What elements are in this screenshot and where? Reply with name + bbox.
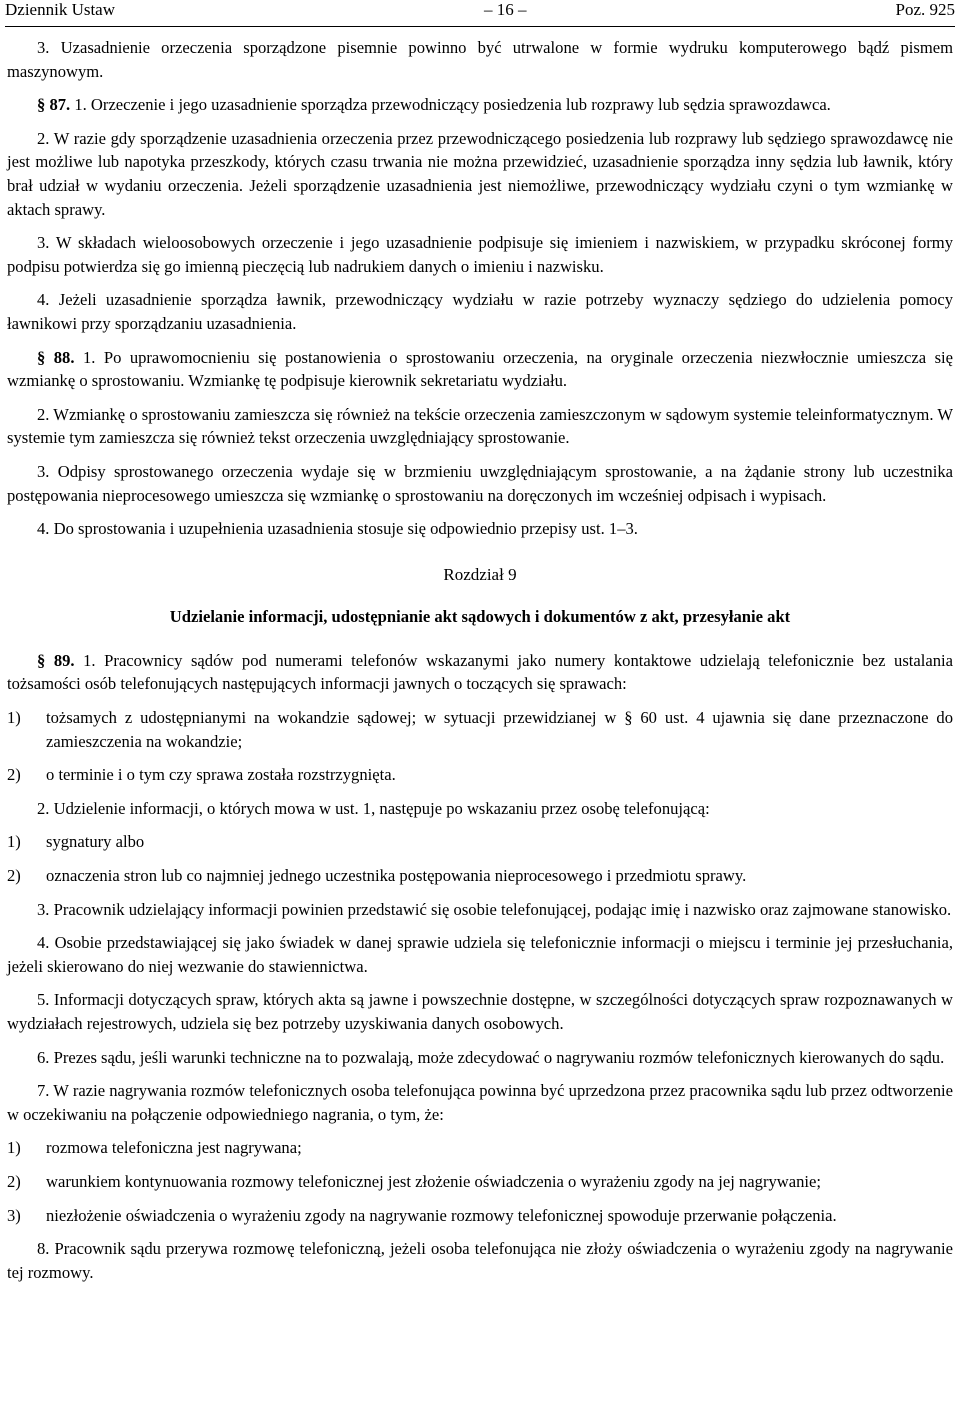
paragraph bbox=[7, 93, 953, 117]
header-divider bbox=[5, 26, 955, 27]
list-item bbox=[7, 830, 953, 854]
paragraph-text: 6. Prezes sądu, jeśli warunki techniczne na to pozwalają, może zdecydować o nagrywaniu rozmów telefonicznych kierowanych do sądu. bbox=[37, 1047, 945, 1067]
paragraph-text: 5. Informacji dotyczących spraw, których akta są jawne i powszechnie dostępne, w szczególności dotyczących spraw rozpoznawanych w wydziałach rejestrowych, udziela się bez potrzeby uzyskiwania danych osobowych. bbox=[7, 990, 953, 1033]
paragraph-text: 3. Uzasadnienie orzeczenia sporządzone pisemnie powinno być utrwalone w formie wydruku komputerowego bądź pismem maszynowym. bbox=[7, 38, 953, 81]
list-item-text: o terminie i o tym czy sprawa została rozstrzygnięta. bbox=[46, 765, 396, 785]
paragraph-text: 4. Osobie przedstawiającej się jako świadek w danej sprawie udziela się telefonicznie informacji o miejscu i terminie jej przesłuchania, jeżeli skierowano do niej wezwanie do stawiennictwa. bbox=[7, 933, 953, 976]
paragraph bbox=[7, 36, 953, 83]
list-item-number: 1) bbox=[7, 1138, 21, 1158]
list-item-text: niezłożenie oświadczenia o wyrażeniu zgody na nagrywanie rozmowy telefonicznej spowoduje przerwanie połączenia. bbox=[46, 1205, 837, 1225]
list-item bbox=[7, 1170, 953, 1194]
paragraph-text: 4. Do sprostowania i uzupełnienia uzasadnienia stosuje się odpowiednio przepisy ust. 1–3. bbox=[37, 519, 638, 539]
paragraph bbox=[7, 346, 953, 393]
paragraph bbox=[7, 988, 953, 1035]
list-item bbox=[7, 763, 953, 787]
list-item-text: tożsamych z udostępnianymi na wokandzie sądowej; w sytuacji przewidzianej w § 60 ust. 4 ujawnia się dane przeznaczone do zamieszczenia na wokandzie; bbox=[46, 708, 953, 751]
list-item bbox=[7, 864, 953, 888]
list-item-text: warunkiem kontynuowania rozmowy telefonicznej jest złożenie oświadczenia o wyrażeniu zgody na jej nagrywanie; bbox=[46, 1171, 822, 1191]
paragraph-text: 7. W razie nagrywania rozmów telefonicznych osoba telefonująca powinna być uprzedzona przez pracownika sądu lub przez odtworzenie w oczekiwaniu na połączenie odpowiedniego nagrania, o tym, że: bbox=[7, 1081, 953, 1124]
list-item-text: oznaczenia stron lub co najmniej jednego uczestnika postępowania nieprocesowego i przedmiotu sprawy. bbox=[46, 866, 747, 886]
list-item-number: 2) bbox=[7, 765, 21, 785]
document-body bbox=[7, 36, 953, 1294]
list-item bbox=[7, 706, 953, 753]
paragraph bbox=[7, 931, 953, 978]
paragraph bbox=[7, 517, 953, 541]
chapter-heading: Rozdział 9 bbox=[443, 564, 517, 584]
paragraph-text: 3. Odpisy sprostowanego orzeczenia wydaje się w brzmieniu uwzględniającym sprostowanie, a na żądanie strony lub uczestnika postępowania nieprocesowego umieszcza się wzmiankę o sprostowaniu na doręczonych im wcześniej odpisach i wypisach. bbox=[7, 461, 953, 505]
list-item bbox=[7, 1136, 953, 1160]
list-item-text: rozmowa telefoniczna jest nagrywana; bbox=[46, 1138, 302, 1158]
list-item-number: 1) bbox=[7, 708, 21, 728]
list-item-number: 1) bbox=[7, 832, 21, 852]
journal-name: Dziennik Ustaw bbox=[5, 0, 116, 20]
page-number: – 16 – bbox=[484, 0, 527, 20]
paragraph-text: 4. Jeżeli uzasadnienie sporządza ławnik, przewodniczący wydziału w razie potrzeby wyznaczy sędziego do udzielenia pomocy ławnikowi przy sporządzaniu uzasadnienia. bbox=[7, 290, 953, 333]
paragraph-text: 2. Wzmiankę o sprostowaniu zamieszcza się również na tekście orzeczenia zamieszczonym w sądowym systemie teleinformatycznym. W systemie tym zamieszcza się również tekst orzeczenia uwzględniający sprostowanie. bbox=[7, 404, 953, 448]
section-number: § 88. bbox=[37, 347, 75, 367]
section-number: § 89. bbox=[37, 650, 75, 670]
paragraph bbox=[7, 1079, 953, 1126]
paragraph bbox=[7, 460, 953, 507]
list-item bbox=[7, 1204, 953, 1228]
paragraph-text: 2. Udzielenie informacji, o których mowa w ust. 1, następuje po wskazaniu przez osobę telefonującą: bbox=[37, 798, 710, 818]
paragraph bbox=[7, 127, 953, 221]
paragraph bbox=[7, 231, 953, 278]
paragraph bbox=[7, 403, 953, 450]
paragraph-text: 3. W składach wieloosobowych orzeczenie i jego uzasadnienie podpisuje się imieniem i nazwiskiem, w przypadku skróconej formy podpisu potwierdza się go imienną pieczęcią lub nadrukiem danych o imieniu i nazwisku. bbox=[7, 233, 953, 276]
paragraph-text: 1. Pracownicy sądów pod numerami telefonów wskazanymi jako numery kontaktowe udzielają telefonicznie bez ustalania tożsamości osób telefonujących następujących informacji jawnych o toczących się sprawach: bbox=[7, 650, 953, 694]
list-item-number: 2) bbox=[7, 1171, 21, 1191]
section-number: § 87. bbox=[37, 95, 71, 115]
position-number: Poz. 925 bbox=[895, 0, 955, 20]
paragraph bbox=[7, 288, 953, 335]
list-item-text: sygnatury albo bbox=[46, 832, 145, 852]
page-header bbox=[5, 0, 955, 22]
list-item-number: 3) bbox=[7, 1205, 21, 1225]
paragraph-text: 1. Po uprawomocnieniu się postanowienia o sprostowaniu orzeczenia, na oryginale orzeczenia niezwłocznie umieszcza się wzmiankę o sprostowaniu. Wzmiankę tę podpisuje kierownik sekretariatu wydziału. bbox=[7, 347, 954, 391]
paragraph bbox=[7, 898, 953, 922]
paragraph bbox=[7, 1237, 953, 1284]
paragraph-text: 8. Pracownik sądu przerywa rozmowę telefoniczną, jeżeli osoba telefonująca nie złoży oświadczenia o wyrażeniu zgody na nagrywanie tej rozmowy. bbox=[7, 1239, 953, 1282]
paragraph-text: 1. Orzeczenie i jego uzasadnienie sporządza przewodniczący posiedzenia lub rozprawy lub sędzia sprawozdawca. bbox=[70, 95, 831, 115]
chapter-title: Udzielanie informacji, udostępnianie akt sądowych i dokumentów z akt, przesyłanie akt bbox=[169, 607, 791, 627]
paragraph bbox=[7, 797, 953, 821]
paragraph bbox=[7, 1046, 953, 1070]
list-item-number: 2) bbox=[7, 866, 21, 886]
paragraph-text: 3. Pracownik udzielający informacji powinien przedstawić się osobie telefonującej, podając imię i nazwisko oraz zajmowane stanowisko. bbox=[37, 899, 952, 919]
paragraph bbox=[7, 649, 953, 696]
paragraph-text: 2. W razie gdy sporządzenie uzasadnienia orzeczenia przez przewodniczącego posiedzenia lub rozprawy lub sędziego sprawozdawcę nie jest możliwe lub napotyka przeszkody, których czasu trwania nie można przewidzieć, uzasadnienie sporządza inny sędzia lub ławnik, który brał udział w wydaniu orzeczenia. Jeżeli sporządzenie uzasadnienia jest niemożliwe, przewodniczący wydziału czyni o tym wzmiankę w aktach sprawy. bbox=[7, 128, 953, 219]
